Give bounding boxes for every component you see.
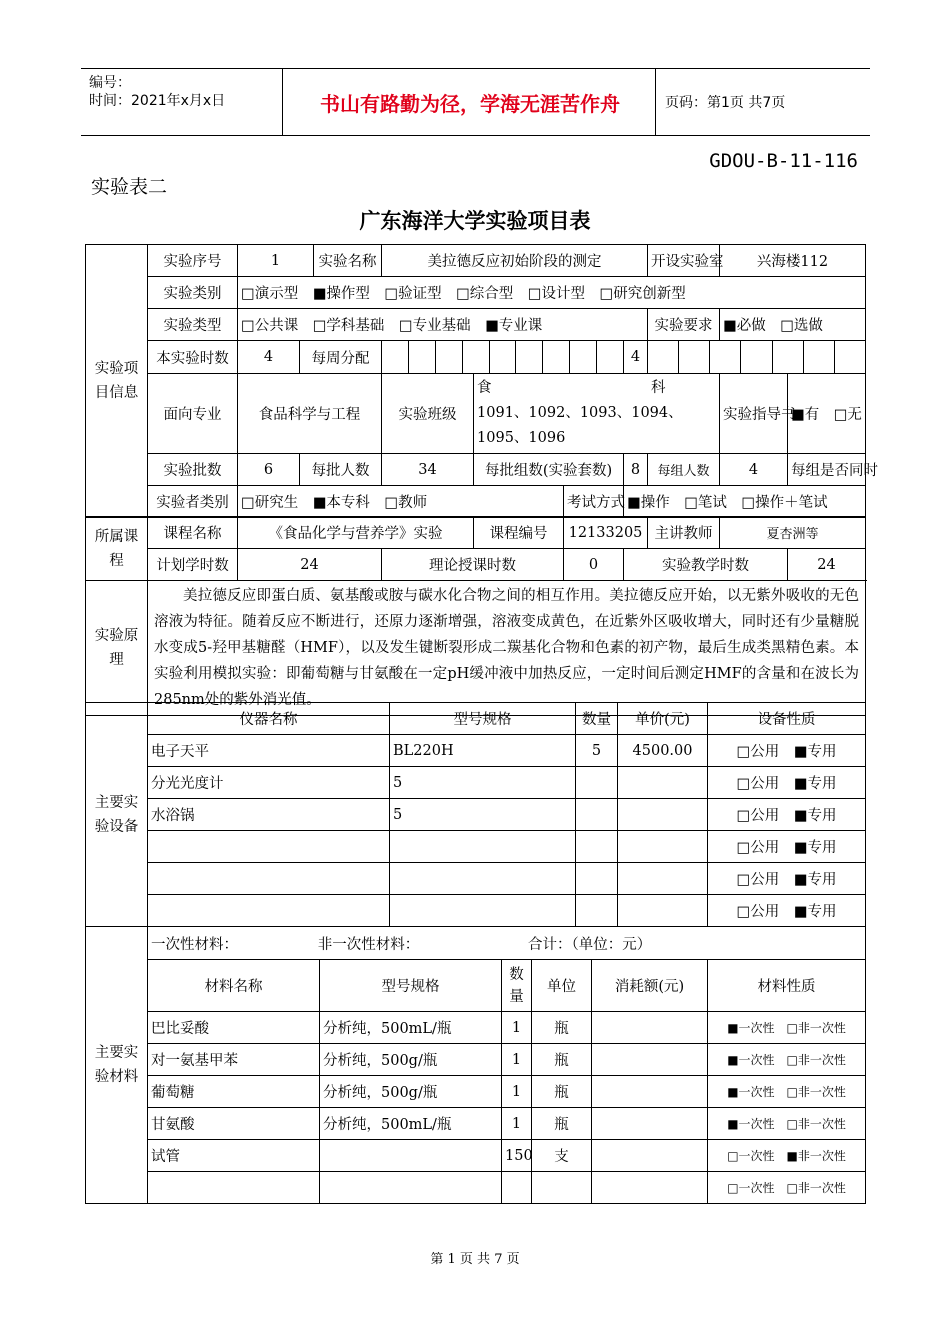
seq-value: 1 xyxy=(238,245,314,277)
equip-price xyxy=(618,863,708,895)
equip-qty: 5 xyxy=(576,735,618,767)
mat-unit: 瓶 xyxy=(532,1044,592,1076)
table-row xyxy=(86,735,866,767)
mat-qty: 150 xyxy=(502,1140,532,1172)
lab-label: 开设实验室 xyxy=(648,245,720,277)
equip-header: 设备性质 xyxy=(708,703,866,735)
section-label-materials: 主要实验材料 xyxy=(86,927,148,1204)
equip-qty xyxy=(576,863,618,895)
table-row xyxy=(86,831,866,863)
mat-model xyxy=(320,1140,502,1172)
weekly-grid xyxy=(382,341,624,374)
section-label-info: 实验项目信息 xyxy=(86,245,148,518)
per-group-label: 每组人数 xyxy=(648,454,720,486)
section-label-equipment: 主要实验设备 xyxy=(86,703,148,927)
equip-nature: □公用 ■专用 xyxy=(708,767,866,799)
equip-model xyxy=(390,895,576,927)
equip-model xyxy=(390,863,576,895)
equip-header: 型号规格 xyxy=(390,703,576,735)
mat-cost xyxy=(592,1012,708,1044)
header-page-number: 页码：第1页 共7页 xyxy=(665,95,786,111)
weekly-grid-2 xyxy=(648,341,866,374)
mat-model: 分析纯，500mL/瓶 xyxy=(320,1108,502,1140)
materials-summary: 一次性材料： 非一次性材料： 合计：（单位：元） xyxy=(148,927,866,960)
mat-header: 单位 xyxy=(532,960,592,1012)
mat-name: 巴比妥酸 xyxy=(148,1012,320,1044)
mat-header: 消耗额(元) xyxy=(592,960,708,1012)
equip-qty xyxy=(576,799,618,831)
table-row xyxy=(86,1140,866,1172)
equipment-table xyxy=(85,702,866,927)
mat-nature: □一次性 □非一次性 xyxy=(708,1172,866,1204)
teacher-label: 主讲教师 xyxy=(648,517,720,549)
per-batch-value: 34 xyxy=(382,454,474,486)
equip-price xyxy=(618,831,708,863)
mat-unit: 瓶 xyxy=(532,1108,592,1140)
table-row xyxy=(86,1012,866,1044)
course-code-value: 12133205 xyxy=(564,517,648,549)
table-row xyxy=(86,1076,866,1108)
mat-unit: 支 xyxy=(532,1140,592,1172)
principle-text: 美拉德反应即蛋白质、氨基酸或胺与碳水化合物之间的相互作用。美拉德反应开始，以无紫外吸收的无色溶液为特征。随着反应不断进行，还原力逐渐增强，溶液变成黄色，在近紫外区吸收增大，同时还有少量糖脱水变成5-羟甲基糖醛（HMF），以及发生键断裂形成二羰基化合物和色素的初产物，最后生成类黑精色素。本实验利用模拟实验：即葡萄糖与甘氨酸在一定pH缓冲液中加热反应，一定时间后测定HMF的含量和在波长为285nm处的紫外消光值。 xyxy=(148,581,866,716)
page-title: 广东海洋大学实验项目表 xyxy=(359,209,591,233)
per-batch-label: 每批人数 xyxy=(300,454,382,486)
table-row xyxy=(86,1172,866,1204)
equip-nature: □公用 ■专用 xyxy=(708,735,866,767)
equip-header: 数量 xyxy=(576,703,618,735)
doc-number-label: 编号： xyxy=(89,75,131,91)
mat-model: 分析纯，500g/瓶 xyxy=(320,1076,502,1108)
doc-code: GDOU-B-11-116 xyxy=(709,150,858,172)
equip-nature: □公用 ■专用 xyxy=(708,895,866,927)
seq-label: 实验序号 xyxy=(148,245,238,277)
equip-qty xyxy=(576,831,618,863)
equip-qty xyxy=(576,767,618,799)
groups-label: 每批组数(实验套数) xyxy=(474,454,624,486)
equip-price xyxy=(618,767,708,799)
equip-price: 4500.00 xyxy=(618,735,708,767)
major-value: 食品科学与工程 xyxy=(238,374,382,454)
table-row xyxy=(86,799,866,831)
equip-name xyxy=(148,895,390,927)
name-value: 美拉德反应初始阶段的测定 xyxy=(382,245,648,277)
mat-cost xyxy=(592,1140,708,1172)
mat-name: 葡萄糖 xyxy=(148,1076,320,1108)
course-name-value: 《食品化学与营养学》实验 xyxy=(238,517,474,549)
table-row xyxy=(86,863,866,895)
mat-cost xyxy=(592,1172,708,1204)
lab-value: 兴海楼112 xyxy=(720,245,866,277)
equip-model: 5 xyxy=(390,767,576,799)
mat-unit xyxy=(532,1172,592,1204)
equip-nature: □公用 ■专用 xyxy=(708,831,866,863)
mat-header: 材料名称 xyxy=(148,960,320,1012)
type-label: 实验类型 xyxy=(148,309,238,341)
mat-qty: 1 xyxy=(502,1012,532,1044)
equip-name: 分光光度计 xyxy=(148,767,390,799)
person-label: 实验者类别 xyxy=(148,486,238,518)
class-line-3: 1095、1096 xyxy=(477,430,566,446)
equip-header: 仪器名称 xyxy=(148,703,390,735)
mat-qty: 1 xyxy=(502,1044,532,1076)
equip-name: 水浴锅 xyxy=(148,799,390,831)
equip-name xyxy=(148,831,390,863)
hours-label: 本实验时数 xyxy=(148,341,238,374)
mat-header: 数量 xyxy=(502,960,532,1012)
hours-value: 4 xyxy=(238,341,300,374)
mat-cost xyxy=(592,1044,708,1076)
mat-model: 分析纯，500mL/瓶 xyxy=(320,1012,502,1044)
name-label: 实验名称 xyxy=(314,245,382,277)
major-label: 面向专业 xyxy=(148,374,238,454)
equip-nature: □公用 ■专用 xyxy=(708,799,866,831)
mat-qty: 1 xyxy=(502,1076,532,1108)
class-line-2: 1091、1092、1093、1094、 xyxy=(477,405,683,421)
exam-label: 考试方式 xyxy=(564,486,624,518)
type-options: □公共课 □学科基础 □专业基础 ■专业课 xyxy=(238,309,648,341)
header-motto: 书山有路勤为径，学海无涯苦作舟 xyxy=(320,91,620,116)
mat-header: 型号规格 xyxy=(320,960,502,1012)
course-name-label: 课程名称 xyxy=(148,517,238,549)
mat-model xyxy=(320,1172,502,1204)
equip-price xyxy=(618,799,708,831)
plan-hours-value: 24 xyxy=(238,549,382,581)
mat-name: 对一氨基甲苯 xyxy=(148,1044,320,1076)
mat-cost xyxy=(592,1108,708,1140)
equip-model: 5 xyxy=(390,799,576,831)
equip-nature: □公用 ■专用 xyxy=(708,863,866,895)
equip-model: BL220H xyxy=(390,735,576,767)
batches-value: 6 xyxy=(238,454,300,486)
equip-header: 单价(元) xyxy=(618,703,708,735)
equip-name xyxy=(148,863,390,895)
section-label-course: 所属课程 xyxy=(86,517,148,581)
weekly-value: 4 xyxy=(624,341,648,374)
mat-nature: ■一次性 □非一次性 xyxy=(708,1108,866,1140)
class-label: 实验班级 xyxy=(382,374,474,454)
mat-unit: 瓶 xyxy=(532,1076,592,1108)
table-row xyxy=(86,1044,866,1076)
equip-model xyxy=(390,831,576,863)
groups-value: 8 xyxy=(624,454,648,486)
guide-options: ■有 □无 xyxy=(788,374,866,454)
equip-price xyxy=(618,895,708,927)
per-group-value: 4 xyxy=(720,454,788,486)
theory-hours-label: 理论授课时数 xyxy=(382,549,564,581)
table-name: 实验表二 xyxy=(91,176,168,198)
theory-hours-value: 0 xyxy=(564,549,624,581)
same-time-label: 每组是否同时 xyxy=(788,454,866,486)
mat-qty: 1 xyxy=(502,1108,532,1140)
mat-unit: 瓶 xyxy=(532,1012,592,1044)
class-line-1: 食 科 xyxy=(477,380,666,396)
page-header xyxy=(81,68,870,136)
requirement-label: 实验要求 xyxy=(648,309,720,341)
mat-nature: ■一次性 □非一次性 xyxy=(708,1044,866,1076)
mat-qty xyxy=(502,1172,532,1204)
requirement-options: ■必做 □选做 xyxy=(720,309,866,341)
weekly-label: 每周分配 xyxy=(300,341,382,374)
mat-nature: □一次性 ■非一次性 xyxy=(708,1140,866,1172)
class-value xyxy=(474,374,720,454)
guide-label: 实验指导书 xyxy=(720,374,788,454)
mat-cost xyxy=(592,1076,708,1108)
mat-model: 分析纯，500g/瓶 xyxy=(320,1044,502,1076)
section-label-principle: 实验原理 xyxy=(86,581,148,716)
exp-hours-value: 24 xyxy=(788,549,866,581)
mat-nature: ■一次性 □非一次性 xyxy=(708,1076,866,1108)
table-row xyxy=(86,767,866,799)
table-row xyxy=(86,1108,866,1140)
materials-table xyxy=(85,926,866,1204)
person-options: □研究生 ■本专科 □教师 xyxy=(238,486,564,518)
exam-options: ■操作 □笔试 □操作＋笔试 xyxy=(624,486,866,518)
course-code-label: 课程编号 xyxy=(474,517,564,549)
mat-name: 试管 xyxy=(148,1140,320,1172)
principle-table xyxy=(85,580,866,716)
experiment-info-table xyxy=(85,244,879,518)
category-label: 实验类别 xyxy=(148,277,238,309)
teacher-value: 夏杏洲等 xyxy=(720,517,866,549)
mat-header: 材料性质 xyxy=(708,960,866,1012)
batches-label: 实验批数 xyxy=(148,454,238,486)
mat-name xyxy=(148,1172,320,1204)
equip-qty xyxy=(576,895,618,927)
exp-hours-label: 实验教学时数 xyxy=(624,549,788,581)
mat-nature: ■一次性 □非一次性 xyxy=(708,1012,866,1044)
table-row xyxy=(86,895,866,927)
category-options: □演示型 ■操作型 □验证型 □综合型 □设计型 □研究创新型 xyxy=(238,277,866,309)
mat-name: 甘氨酸 xyxy=(148,1108,320,1140)
page-footer: 第 1 页 共 7 页 xyxy=(430,1252,520,1267)
doc-date-label: 时间：2021年x月x日 xyxy=(89,93,226,109)
equip-name: 电子天平 xyxy=(148,735,390,767)
course-table xyxy=(85,516,866,581)
plan-hours-label: 计划学时数 xyxy=(148,549,238,581)
